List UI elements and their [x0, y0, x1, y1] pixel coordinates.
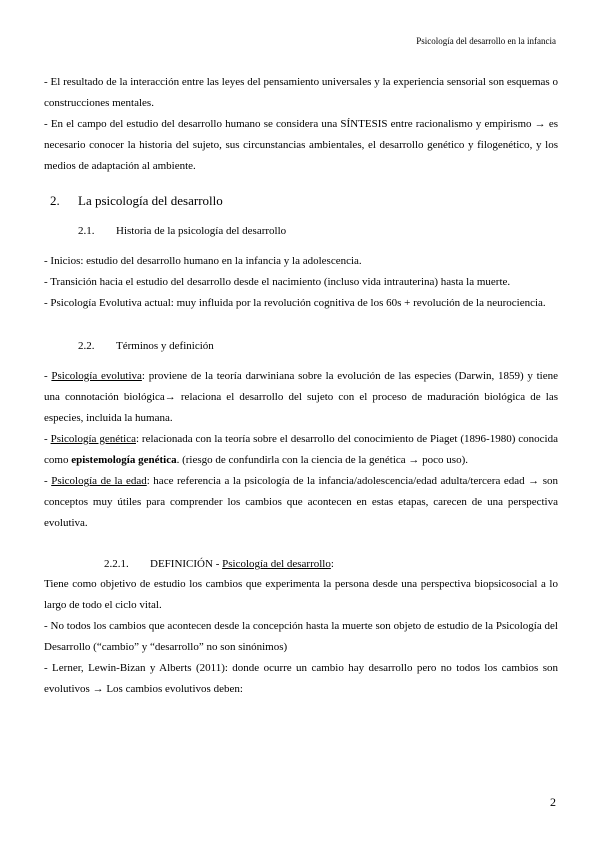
- running-header: Psicología del desarrollo en la infancia: [416, 36, 556, 46]
- term-evolutiva-label: Psicología evolutiva: [51, 370, 142, 382]
- term-evolutiva: - Psicología evolutiva: proviene de la teoría darwiniana sobre la evolución de las especies (Darwin, 1859) y tiene una connotación biológica→ relaciona el desarrollo del sujeto con el proceso de maduración biológica de las especies, incluida la humana.: [44, 370, 558, 424]
- term-genetica: - Psicología genética: relacionada con la teoría sobre el desarrollo del conocimiento de Piaget (1896-1980) conocida como epistemología genética. (riesgo de confundirla con la ciencia de la genética → poco uso).: [44, 433, 558, 466]
- section-2-title: La psicología del desarrollo: [78, 193, 223, 208]
- section-2-2-title: Términos y definición: [116, 340, 214, 352]
- term-edad-label: Psicología de la edad: [51, 475, 147, 487]
- section-2-2-1-heading: 2.2.1. DEFINICIÓN - Psicología del desarrollo:: [44, 554, 558, 574]
- history-item-3: - Psicología Evolutiva actual: muy influida por la revolución cognitiva de los 60s + revolución de la neurociencia.: [44, 297, 546, 309]
- definition-paragraph-3: - Lerner, Lewin-Bizan y Alberts (2011): donde ocurre un cambio hay desarrollo pero no todos los cambios son evolutivos → Los cambios evolutivos deben:: [44, 662, 558, 695]
- epistemologia-genetica: epistemología genética: [71, 454, 177, 466]
- section-2-1-title: Historia de la psicología del desarrollo: [116, 225, 287, 237]
- history-item-1: - Inicios: estudio del desarrollo humano en la infancia y la adolescencia.: [44, 255, 362, 267]
- section-2-1-number: 2.1.: [78, 225, 95, 237]
- term-edad: - Psicología de la edad: hace referencia a la psicología de la infancia/adolescencia/edad adulta/tercera edad → son conceptos muy útiles para comprender los cambios que acontecen en estas etapas, carecen de una perspectiva evolutiva.: [44, 475, 558, 529]
- page-number: 2: [550, 795, 556, 809]
- term-genetica-label: Psicología genética: [50, 433, 136, 445]
- intro-paragraph-2: - En el campo del estudio del desarrollo humano se considera una SÍNTESIS entre racionalismo y empirismo → es necesario conocer la historia del sujeto, sus circunstancias ambientales, el desarrollo genético y filogenético, y los medios de adaptación al ambiente.: [44, 118, 558, 172]
- section-2-2-number: 2.2.: [78, 340, 95, 352]
- page-body: [44, 72, 558, 700]
- definition-term: Psicología del desarrollo: [222, 558, 331, 570]
- section-2-1-heading: [44, 221, 558, 241]
- history-item-2: - Transición hacia el estudio del desarrollo desde el nacimiento (incluso vida intrauterina) hasta la muerte.: [44, 276, 511, 288]
- section-2-2-1-number: 2.2.1.: [104, 558, 129, 570]
- section-2-heading: [44, 191, 558, 211]
- intro-paragraph-1: - El resultado de la interacción entre las leyes del pensamiento universales y la experiencia sensorial son esquemas o construcciones mentales.: [44, 76, 558, 109]
- section-2-2-heading: [44, 336, 558, 356]
- definition-paragraph-1: Tiene como objetivo de estudio los cambios que experimenta la persona desde una perspectiva biopsicosocial a lo largo de todo el ciclo vital.: [44, 578, 558, 611]
- definition-paragraph-2: - No todos los cambios que acontecen desde la concepción hasta la muerte son objeto de estudio de la Psicología del Desarrollo (“cambio” y “desarrollo” no son sinónimos): [44, 620, 558, 653]
- section-2-number: 2.: [50, 193, 60, 208]
